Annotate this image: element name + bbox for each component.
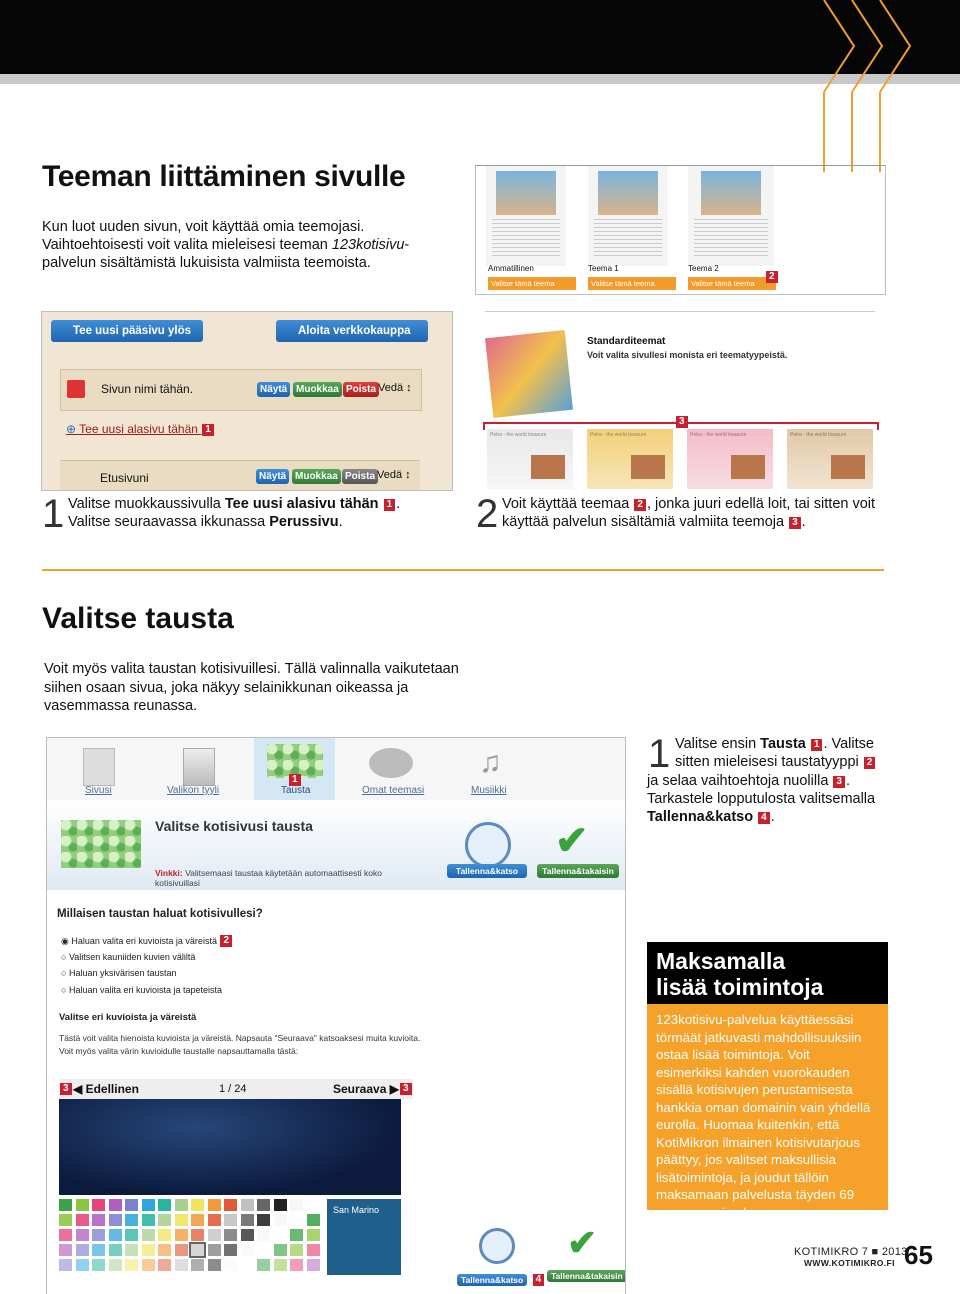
radio-icon: ○	[61, 968, 67, 978]
pager-bar	[59, 1079, 413, 1099]
tab-pages[interactable]: Sivusi	[85, 785, 112, 796]
picker-heading: Valitse kotisivusi tausta	[155, 818, 313, 834]
box-title-line: Maksamalla	[656, 948, 786, 974]
color-swatch[interactable]	[257, 1199, 270, 1211]
color-swatch[interactable]	[109, 1259, 122, 1271]
color-swatch[interactable]	[76, 1259, 89, 1271]
select-theme-button[interactable]: Valitse tämä teema	[688, 277, 776, 290]
theme-thumb	[486, 166, 566, 266]
tip-text: Vinkki: Valitsemaasi taustaa käytetään automaattisesti koko kotisivuillasi	[155, 868, 382, 888]
color-swatch[interactable]	[290, 1229, 303, 1241]
color-swatch[interactable]	[59, 1259, 72, 1271]
current-background-preview	[61, 820, 141, 868]
theme-thumb-label: Petra - the world treasure	[590, 432, 647, 438]
color-swatch[interactable]	[191, 1244, 204, 1256]
page-name: Sivun nimi tähän.	[101, 382, 194, 396]
color-swatch[interactable]	[59, 1214, 72, 1226]
color-swatch[interactable]	[307, 1244, 320, 1256]
divider	[485, 311, 875, 312]
callout-badge: 1	[384, 499, 396, 511]
color-swatch[interactable]	[158, 1214, 171, 1226]
color-swatch[interactable]	[307, 1229, 320, 1241]
color-swatch[interactable]	[191, 1199, 204, 1211]
color-swatch[interactable]	[274, 1214, 287, 1226]
radio-icon: ○	[61, 952, 67, 962]
color-swatch[interactable]	[125, 1214, 138, 1226]
theme-thumb[interactable]	[787, 429, 873, 489]
music-note-icon: ♫	[479, 746, 502, 779]
thumb-photo	[731, 455, 765, 479]
color-swatch[interactable]	[257, 1244, 270, 1256]
color-swatch[interactable]	[274, 1199, 287, 1211]
theme-thumb-label: Petra - the world treasure	[690, 432, 747, 438]
background-option[interactable]: ○ Valitsen kauniiden kuvien väliltä	[61, 952, 196, 962]
theme-name: Ammatillinen	[488, 264, 534, 273]
radio-selected-icon: ◉	[61, 936, 69, 946]
tab-own-themes[interactable]: Omat teemasi	[362, 785, 425, 796]
page-name: Etusivuni	[100, 471, 149, 485]
color-swatch[interactable]	[208, 1199, 221, 1211]
checkmark-icon: ✔	[555, 819, 589, 863]
save-back-button[interactable]: Tallenna&takaisin	[537, 864, 619, 878]
theme-collage-image	[485, 330, 573, 418]
callout-badge: 2	[220, 935, 232, 947]
tab-bar	[47, 738, 625, 800]
color-swatch[interactable]	[125, 1199, 138, 1211]
color-swatch[interactable]	[109, 1214, 122, 1226]
theme-name: Teema 2	[688, 264, 719, 273]
magazine-issue: KOTIMIKRO 7 ■ 2013	[794, 1246, 908, 1258]
menu-style-icon	[183, 748, 215, 786]
theme-thumb	[688, 166, 774, 266]
color-swatch[interactable]	[175, 1229, 188, 1241]
standard-themes-subtitle: Voit valita sivullesi monista eri teematyypeistä.	[587, 350, 788, 360]
description: Voit myös valita värin kuvioidulle taustalle napsauttamalla tästä:	[59, 1046, 299, 1056]
pager-count: 1 / 24	[219, 1083, 247, 1095]
selected-color-name: San Marino	[333, 1205, 380, 1215]
next-button[interactable]: Seuraava ▶	[333, 1082, 399, 1096]
theme-name: Teema 1	[588, 264, 619, 273]
box-title-line: lisää toimintoja	[656, 974, 824, 1000]
color-swatch[interactable]	[142, 1214, 155, 1226]
color-swatch[interactable]	[142, 1199, 155, 1211]
page-row	[60, 369, 422, 411]
delete-button[interactable]: Poista	[342, 469, 378, 484]
color-swatch[interactable]	[142, 1244, 155, 1256]
color-swatch[interactable]	[175, 1244, 188, 1256]
step-caption: Valitse muokkaussivulla Tee uusi alasivu tähän 1 . Valitse seuraavassa ikkunassa Perussivu.	[68, 496, 401, 530]
color-swatch[interactable]	[158, 1244, 171, 1256]
color-swatch[interactable]	[92, 1229, 105, 1241]
save-view-button[interactable]: Tallenna&katso	[447, 864, 527, 878]
background-preview	[59, 1099, 401, 1195]
color-swatch[interactable]	[59, 1244, 72, 1256]
theme-thumb-text	[492, 219, 560, 259]
callout-badge: 1	[811, 739, 823, 751]
color-swatch[interactable]	[158, 1259, 171, 1271]
callout-badge: 2	[634, 499, 646, 511]
callout-badge: 2	[864, 757, 876, 769]
callout-badge: 3	[789, 517, 801, 529]
theme-thumb-photo	[598, 171, 658, 215]
color-swatch[interactable]	[125, 1229, 138, 1241]
start-shop-label: Aloita verkkokauppa	[298, 325, 411, 337]
save-back-button[interactable]: Tallenna&takaisin	[547, 1270, 626, 1282]
color-swatch[interactable]	[274, 1259, 287, 1271]
color-swatch[interactable]	[191, 1259, 204, 1271]
color-swatch[interactable]	[92, 1199, 105, 1211]
color-swatch[interactable]	[241, 1244, 254, 1256]
house-icon	[67, 380, 85, 398]
color-swatch[interactable]	[241, 1199, 254, 1211]
step-caption: Voit käyttää teemaa 2 , jonka juuri edellä loit, tai sitten voit käyttää palvelun sisältämiä valmiita teemoja 3 .	[502, 496, 876, 530]
section-intro-background: Voit myös valita taustan kotisivuillesi. Tällä valinnalla vaikutetaan siihen osaan sivua, joka näkyy selainikkunan oikeassa ja vasemmassa reunassa.	[44, 661, 459, 714]
screenshot-theme-thumbnails	[475, 165, 886, 295]
page-row	[60, 460, 420, 491]
color-swatch[interactable]	[175, 1259, 188, 1271]
color-swatch[interactable]	[191, 1229, 204, 1241]
color-swatch[interactable]	[191, 1214, 204, 1226]
color-swatch[interactable]	[92, 1259, 105, 1271]
color-swatch[interactable]	[59, 1199, 72, 1211]
section-divider	[42, 569, 884, 571]
color-swatch[interactable]	[224, 1229, 237, 1241]
color-swatch[interactable]	[158, 1199, 171, 1211]
background-option[interactable]: ◉ Haluan valita eri kuvioista ja väreistä 2	[61, 935, 233, 947]
color-swatch[interactable]	[290, 1199, 303, 1211]
show-button[interactable]: Näytä	[257, 382, 290, 397]
color-swatch[interactable]	[224, 1214, 237, 1226]
tab-music[interactable]: Musiikki	[471, 785, 507, 796]
magazine-website: WWW.KOTIMIKRO.FI	[804, 1258, 895, 1268]
background-pattern-icon	[267, 744, 323, 778]
new-main-page-button[interactable]	[51, 320, 203, 342]
color-swatch[interactable]	[241, 1229, 254, 1241]
theme-thumb	[588, 166, 668, 266]
color-swatch[interactable]	[142, 1229, 155, 1241]
color-swatch[interactable]	[175, 1199, 188, 1211]
edit-button[interactable]: Muokkaa	[292, 469, 341, 484]
callout-badge: 3	[60, 1083, 72, 1095]
color-swatch[interactable]	[76, 1229, 89, 1241]
tab-background[interactable]: Tausta	[281, 785, 311, 796]
callout-badge: 3	[676, 416, 688, 428]
color-swatch[interactable]	[257, 1259, 270, 1271]
document-icon	[83, 748, 115, 786]
chevron-decoration-icon	[812, 0, 922, 172]
show-button[interactable]: Näytä	[256, 469, 289, 484]
sidebar-box-body: 123kotisivu-palvelua käyttäessäsi törmäät jatkuvasti mahdollisuuksiin ostaa lisää toimintoja. Voit esimerkiksi kahden vuorokauden sisällä kotisivujen perustamisesta hankkia oman domainin vain yhdellä eurolla. Huomaa kuitenkin, että KotiMikron ilmainen kotisivutarjous päättyy, jos valitset maksullisia lisätoimintoja, ja joudut tällöin maksamaan palvelusta täyden 69 euron vuosimaksun.	[647, 1004, 888, 1210]
drag-label: Vedä	[378, 382, 404, 394]
step-number: 1	[648, 732, 671, 776]
theme-thumb-text	[594, 219, 662, 259]
color-swatch[interactable]	[307, 1259, 320, 1271]
drag-label: Vedä	[377, 469, 403, 481]
step-caption-part: ja selaa vaihtoehtoja nuolilla 3 . Tarkastele lopputulosta valitsemalla Tallenna&katso 4 .	[647, 773, 876, 825]
color-swatch[interactable]	[208, 1244, 221, 1256]
color-swatch[interactable]	[274, 1244, 287, 1256]
new-subpage-link[interactable]	[66, 422, 215, 436]
plus-icon: ⊕	[66, 422, 80, 436]
color-swatch[interactable]	[307, 1199, 320, 1211]
select-theme-button[interactable]: Valitse tämä teema	[488, 277, 576, 290]
color-swatch[interactable]	[307, 1214, 320, 1226]
background-question: Millaisen taustan haluat kotisivullesi?	[57, 908, 263, 920]
callout-badge: 4	[533, 1274, 545, 1286]
prev-button[interactable]: ◀ Edellinen	[73, 1082, 139, 1096]
save-view-button[interactable]	[457, 1270, 545, 1288]
new-main-page-label: Tee uusi pääsivu ylös	[73, 325, 192, 337]
theme-thumb[interactable]	[487, 429, 573, 489]
thumb-photo	[631, 455, 665, 479]
palette-icon	[369, 748, 413, 778]
color-swatch[interactable]	[109, 1244, 122, 1256]
arrow-right-icon: ▶	[389, 1082, 399, 1096]
magnifier-icon	[465, 822, 511, 868]
section-title-theme: Teeman liittäminen sivulle	[42, 160, 406, 193]
callout-badge: 1	[202, 424, 214, 436]
color-swatch[interactable]	[92, 1244, 105, 1256]
callout-badge: 4	[758, 812, 770, 824]
color-swatch[interactable]	[208, 1259, 221, 1271]
checkmark-icon: ✔	[567, 1222, 598, 1263]
color-swatch[interactable]	[241, 1259, 254, 1271]
color-swatch[interactable]	[175, 1214, 188, 1226]
magnifier-icon	[479, 1228, 515, 1264]
color-swatch[interactable]	[59, 1229, 72, 1241]
drag-handle[interactable]: Vedä ↕	[378, 382, 412, 394]
color-swatch[interactable]	[142, 1259, 155, 1271]
screenshot-standard-themes	[475, 306, 884, 490]
color-swatch[interactable]	[208, 1229, 221, 1241]
color-swatch[interactable]	[76, 1199, 89, 1211]
drag-handle[interactable]: Vedä ↕	[377, 469, 411, 481]
step-number: 1	[42, 492, 65, 536]
color-swatch[interactable]	[109, 1199, 122, 1211]
screenshot-page-editor	[41, 311, 453, 491]
color-swatch[interactable]	[257, 1229, 270, 1241]
standard-themes-title: Standarditeemat	[587, 336, 666, 347]
color-swatch[interactable]	[290, 1259, 303, 1271]
edit-button[interactable]: Muokkaa	[293, 382, 342, 397]
arrow-left-icon: ◀	[73, 1082, 83, 1096]
color-swatch[interactable]	[224, 1199, 237, 1211]
callout-badge: 1	[289, 774, 301, 786]
theme-thumb-photo	[496, 171, 556, 215]
page-number: 65	[904, 1240, 933, 1270]
color-swatch[interactable]	[224, 1244, 237, 1256]
start-shop-button[interactable]	[276, 320, 428, 342]
color-swatch-grid[interactable]	[59, 1199, 323, 1275]
sidebar-box-title	[647, 942, 888, 1004]
callout-badge: 2	[766, 271, 778, 283]
color-swatch[interactable]	[290, 1214, 303, 1226]
color-swatch[interactable]	[158, 1229, 171, 1241]
color-swatch[interactable]	[208, 1214, 221, 1226]
color-swatch[interactable]	[76, 1244, 89, 1256]
callout-badge: 3	[833, 776, 845, 788]
color-swatch[interactable]	[241, 1214, 254, 1226]
select-theme-button[interactable]: Valitse tämä teema	[588, 277, 676, 290]
tab-menu-style[interactable]: Valikon tyyli	[167, 785, 220, 796]
theme-thumb-label: Petra - the world treasure	[790, 432, 847, 438]
theme-thumb[interactable]	[687, 429, 773, 489]
section-title-background: Valitse tausta	[42, 602, 234, 635]
step-caption-part: Valitse ensin Tausta 1 . Valitse sitten mieleisesi taustatyyppi 2	[675, 736, 874, 770]
color-swatch[interactable]	[109, 1229, 122, 1241]
step-number: 2	[476, 492, 499, 536]
sub-heading: Valitse eri kuvioista ja väreistä	[59, 1012, 197, 1023]
color-swatch[interactable]	[257, 1214, 270, 1226]
theme-thumb-photo	[701, 171, 761, 215]
theme-thumb[interactable]	[587, 429, 673, 489]
callout-badge: 3	[400, 1083, 412, 1095]
description: Tästä voit valita hienoista kuvioista ja väreistä. Napsauta "Seuraava" katsoaksesi muita kuvioita.	[59, 1033, 421, 1043]
theme-thumb-label: Petra - the world treasure	[490, 432, 547, 438]
radio-icon: ○	[61, 985, 67, 995]
selected-color-preview	[327, 1199, 401, 1275]
background-option[interactable]: ○ Haluan yksivärisen taustan	[61, 968, 177, 978]
color-swatch[interactable]	[274, 1229, 287, 1241]
color-swatch[interactable]	[92, 1214, 105, 1226]
color-swatch[interactable]	[125, 1244, 138, 1256]
new-subpage-label: Tee uusi alasivu tähän	[79, 422, 198, 436]
save-view-label: Tallenna&katso	[457, 1274, 527, 1286]
background-option[interactable]: ○ Haluan valita eri kuvioista ja tapeteista	[61, 985, 223, 995]
color-swatch[interactable]	[290, 1244, 303, 1256]
color-swatch[interactable]	[76, 1214, 89, 1226]
color-swatch[interactable]	[125, 1259, 138, 1271]
section-intro-theme: Kun luot uuden sivun, voit käyttää omia teemojasi. Vaihtoehtoisesti voit valita mieleisesi teeman 123kotisivu-palvelun sisältämistä lukuisista valmiista teemoista.	[42, 219, 410, 271]
thumb-photo	[831, 455, 865, 479]
delete-button[interactable]: Poista	[343, 382, 379, 397]
screenshot-background-picker	[46, 737, 626, 1294]
theme-thumb-text	[694, 219, 768, 259]
color-swatch[interactable]	[224, 1259, 237, 1271]
thumb-photo	[531, 455, 565, 479]
